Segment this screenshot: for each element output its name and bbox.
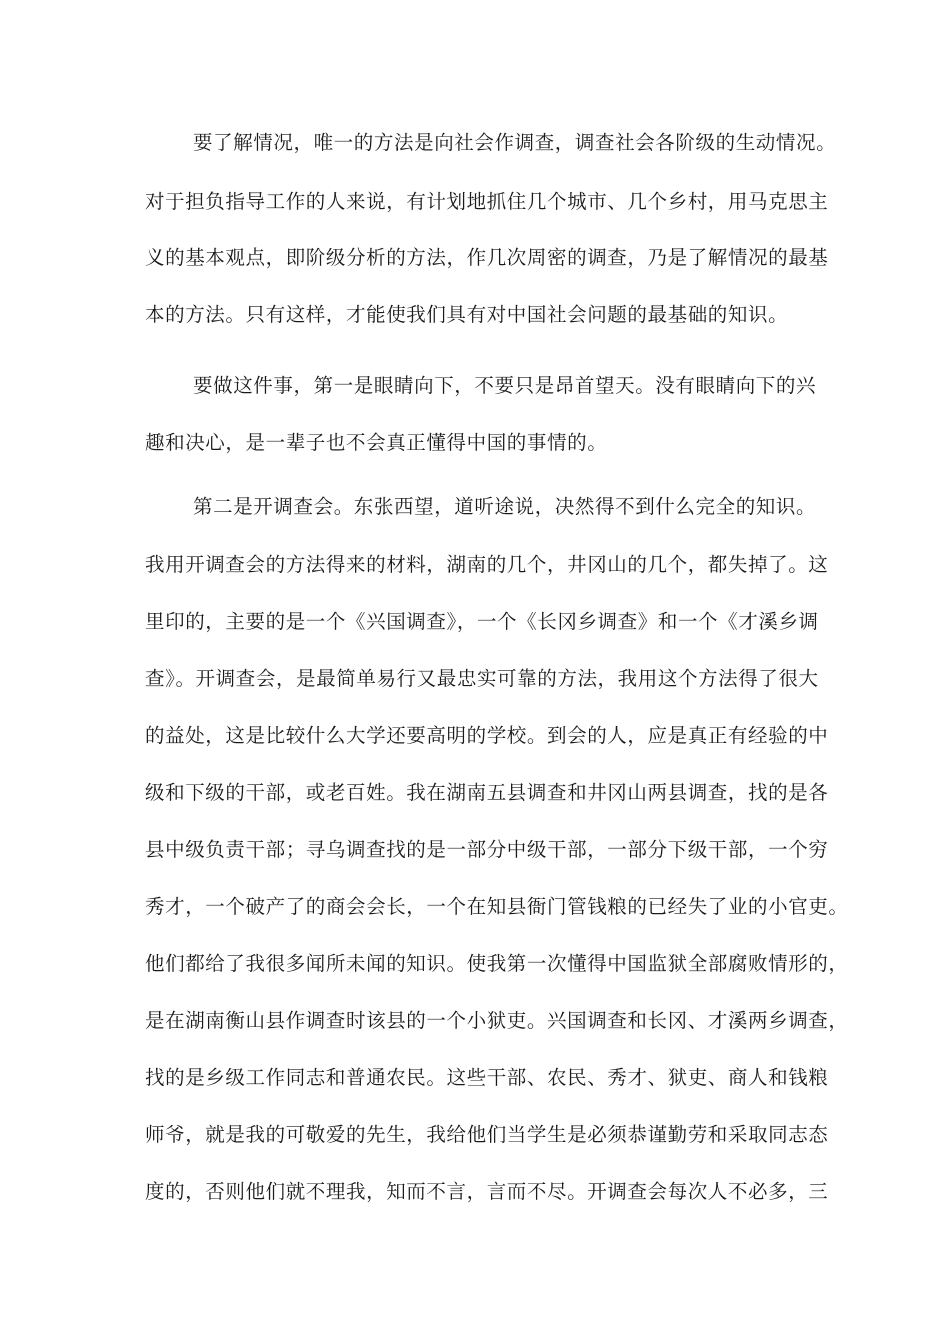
text-line: 第二是开调查会。东张西望，道听途说，决然得不到什么完全的知识。 <box>193 495 817 518</box>
text-line: 县中级负责干部；寻乌调查找的是一部分中级干部，一部分下级干部，一个穷 <box>145 838 829 861</box>
text-line: 要了解情况，唯一的方法是向社会作调查，调查社会各阶级的生动情况。 <box>193 131 837 154</box>
text-line: 义的基本观点，即阶级分析的方法，作几次周密的调查，乃是了解情况的最基 <box>145 246 829 269</box>
text-line: 是在湖南衡山县作调查时该县的一个小狱吏。兴国调查和长冈、才溪两乡调查， <box>145 1009 849 1032</box>
text-line: 查》。开调查会，是最简单易行又最忠实可靠的方法，我用这个方法得了很大 <box>145 667 819 690</box>
text-line: 师爷，就是我的可敬爱的先生，我给他们当学生是必须恭谨勤劳和采取同志态 <box>145 1123 829 1146</box>
text-line: 趣和决心，是一辈子也不会真正懂得中国的事情的。 <box>145 431 608 454</box>
text-line: 他们都给了我很多闻所未闻的知识。使我第一次懂得中国监狱全部腐败情形的， <box>145 952 849 975</box>
text-line: 对于担负指导工作的人来说，有计划地抓住几个城市、几个乡村，用马克思主 <box>145 190 829 213</box>
text-line: 本的方法。只有这样，才能使我们具有对中国社会问题的最基础的知识。 <box>145 303 789 326</box>
text-line: 秀才，一个破产了的商会会长，一个在知县衙门管钱粮的已经失了业的小官吏。 <box>145 895 849 918</box>
text-line: 度的，否则他们就不理我，知而不言，言而不尽。开调查会每次人不必多，三 <box>145 1180 829 1203</box>
text-line: 我用开调查会的方法得来的材料，湖南的几个，井冈山的几个，都失掉了。这 <box>145 553 829 576</box>
text-line: 里印的，主要的是一个《兴国调查》，一个《长冈乡调查》和一个《才溪乡调 <box>145 610 819 633</box>
text-line: 找的是乡级工作同志和普通农民。这些干部、农民、秀才、狱吏、商人和钱粮 <box>145 1066 829 1089</box>
text-line: 的益处，这是比较什么大学还要高明的学校。到会的人，应是真正有经验的中 <box>145 724 829 747</box>
text-line: 级和下级的干部，或老百姓。我在湖南五县调查和井冈山两县调查，找的是各 <box>145 781 829 804</box>
text-line: 要做这件事，第一是眼睛向下，不要只是昂首望天。没有眼睛向下的兴 <box>193 374 817 397</box>
